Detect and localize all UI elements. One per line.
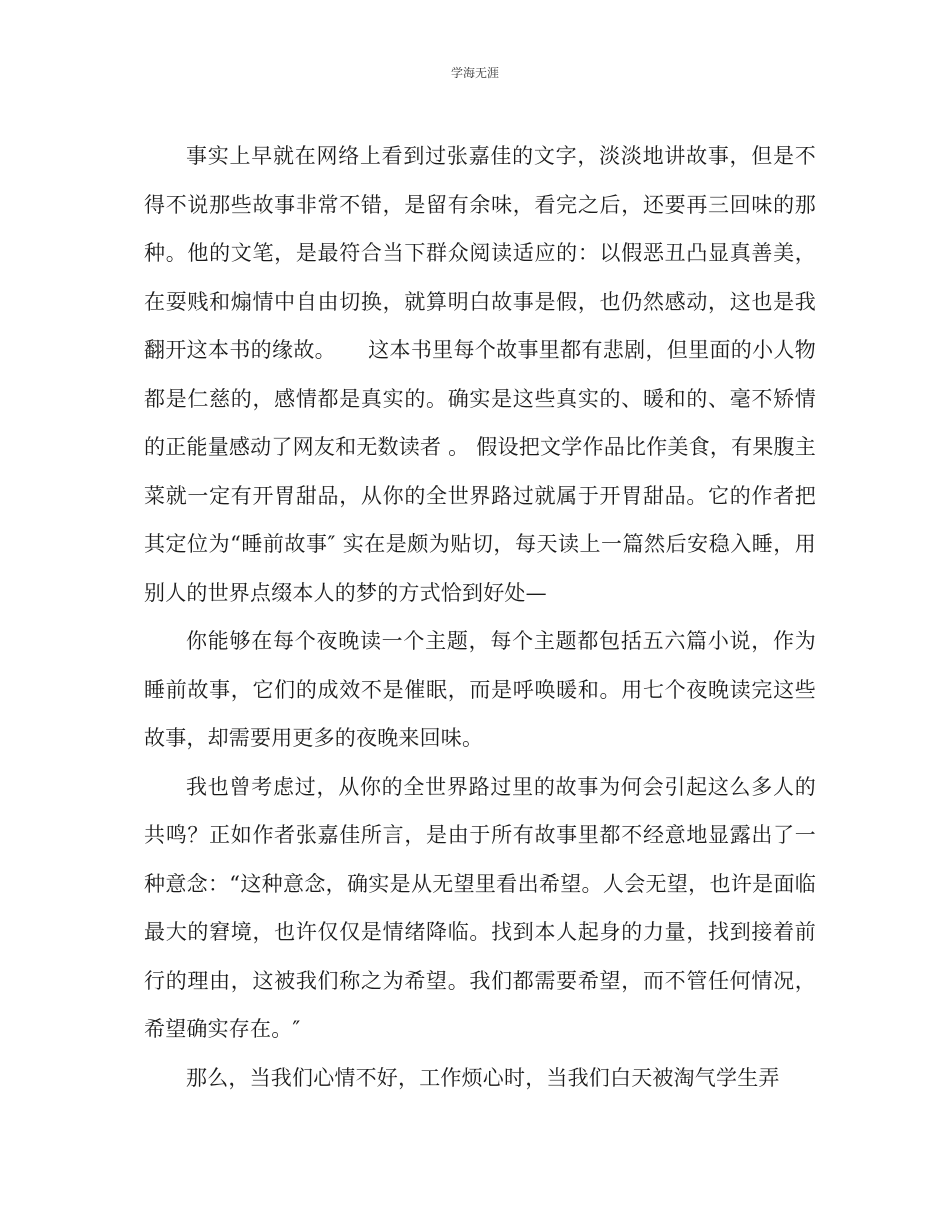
page-header: 学海无涯 xyxy=(450,66,499,80)
paragraph-4: 那么，当我们心情不好，工作烦心时，当我们白天被淘气学生弄 xyxy=(186,1065,780,1090)
paragraph-3: 我也曾考虑过，从你的全世界路过里的故事为何会引起这么多人的共鸣？正如作者张嘉佳所言，是由于所有故事里都不经意地显露出了一种意念：“这种意念，确实是从无望里看出希望。人会无望，也许是面临最大的窘境，也许仅仅是情绪降临。找到本人起身的力量，找到接着前行的理由，这被我们称之为希望。我们都需要希望，而不管任何情况，希望确实存在。″ xyxy=(144,774,816,1041)
paragraph-1: 事实上早就在网络上看到过张嘉佳的文字，淡淡地讲故事，但是不得不说那些故事非常不错，是留有余味，看完之后，还要再三回味的那种。他的文笔，是最符合当下群众阅读适应的：以假恶丑凸显真善美，在耍贱和煽情中自由切换，就算明白故事是假，也仍然感动，这也是我翻开这本书的缘故。 这本书里每个故事里都有悲剧，但里面的小人物都是仁慈的，感情都是真实的。确实是这些真实的、暖和的、毫不矫情的正能量感动了网友和无数读者 。 假设把文学作品比作美食，有果腹主菜就一定有开胃甜品，从你的全世界路过就属于开胃甜品。它的作者把其定位为“睡前故事″ 实在是颇为贴切，每天读上一篇然后安稳入睡，用别人的世界点缀本人的梦的方式恰到好处— xyxy=(144,144,816,605)
paragraph-2: 你能够在每个夜晚读一个主题，每个主题都包括五六篇小说，作为睡前故事，它们的成效不是催眠，而是呼唤暖和。用七个夜晚读完这些故事，却需要用更多的夜晚来回味。 xyxy=(144,629,816,750)
document-body xyxy=(144,132,816,1102)
